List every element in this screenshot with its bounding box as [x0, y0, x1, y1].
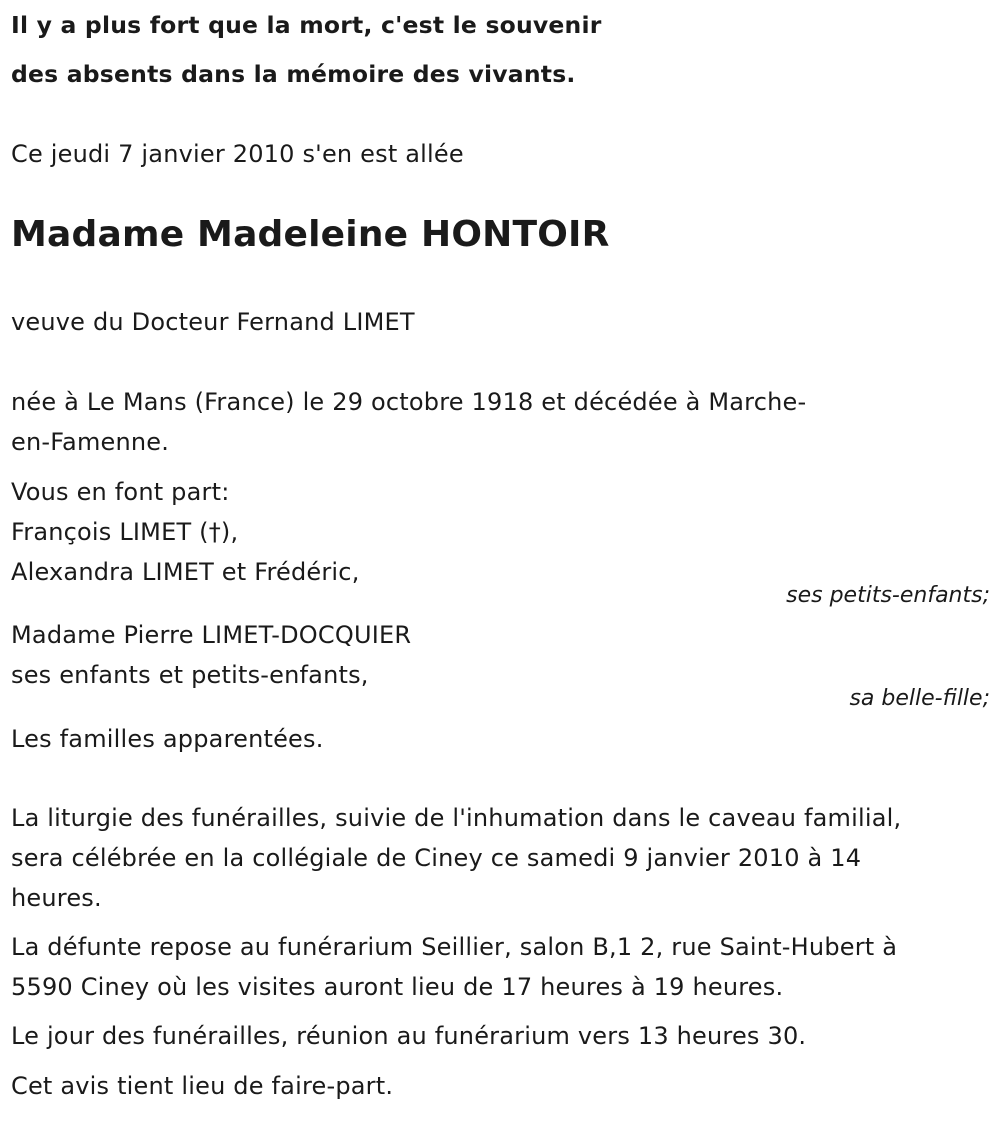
birth-death-line-2: en-Famenne. [11, 428, 170, 456]
announcers-heading: Vous en font part: [11, 478, 230, 506]
grandchildren-relation: ses petits-enfants; [786, 583, 990, 608]
liturgy-line-2: sera célébrée en la collégiale de Ciney ce samedi 9 janvier 2010 à 14 [11, 844, 862, 872]
widow-of-text: veuve du Docteur Fernand LIMET [11, 308, 415, 336]
repose-line-2: 5590 Ciney où les visites auront lieu de 17 heures à 19 heures. [11, 973, 784, 1001]
notice-text: Cet avis tient lieu de faire-part. [11, 1072, 394, 1100]
liturgy-line-3: heures. [11, 884, 102, 912]
daughter-in-law-relation: sa belle-fille; [849, 686, 990, 711]
repose-line-1: La défunte repose au funérarium Seillier, salon B,1 2, rue Saint-Hubert à [11, 933, 898, 961]
intro-text: Ce jeudi 7 janvier 2010 s'en est allée [11, 140, 464, 168]
quote-line-1: Il y a plus fort que la mort, c'est le souvenir [11, 11, 602, 39]
quote-line-2: des absents dans la mémoire des vivants. [11, 60, 576, 88]
related-families: Les familles apparentées. [11, 725, 324, 753]
daughter-in-law-family: ses enfants et petits-enfants, [11, 661, 369, 689]
grandchild-name-2: Alexandra LIMET et Frédéric, [11, 558, 360, 586]
liturgy-line-1: La liturgie des funérailles, suivie de l'inhumation dans le caveau familial, [11, 804, 902, 832]
grandchild-name-1: François LIMET (†), [11, 518, 239, 546]
meeting-text: Le jour des funérailles, réunion au funérarium vers 13 heures 30. [11, 1022, 807, 1050]
deceased-name: Madame Madeleine HONTOIR [11, 214, 610, 255]
birth-death-line-1: née à Le Mans (France) le 29 octobre 1918 et décédée à Marche- [11, 388, 807, 416]
daughter-in-law-name: Madame Pierre LIMET-DOCQUIER [11, 621, 412, 649]
